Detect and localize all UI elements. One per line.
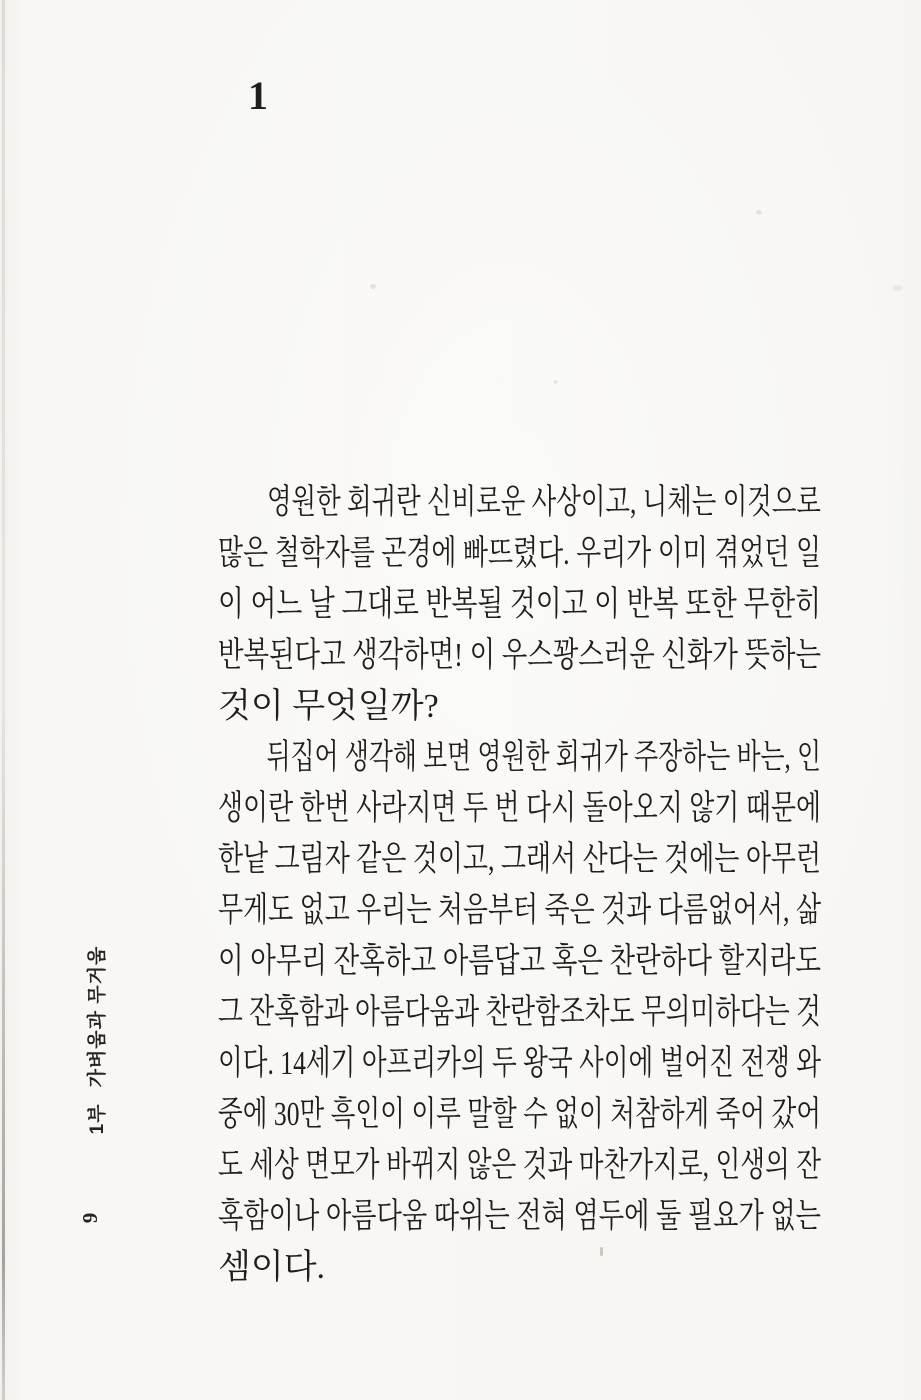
scan-speck bbox=[600, 1247, 603, 1256]
scan-speck bbox=[893, 285, 903, 291]
text-line: 것이 무엇일까? bbox=[218, 688, 439, 725]
scan-speck bbox=[553, 380, 558, 384]
page-number: 9 bbox=[78, 1212, 102, 1224]
text-line: 이 아무리 잔혹하고 아름답고 혹은 찬란하다 할지라도 bbox=[218, 943, 821, 980]
text-line: 영원한 회귀란 신비로운 사상이고, 니체는 이것으로 bbox=[266, 484, 822, 521]
text-line: 많은 철학자를 곤경에 빠뜨렸다. 우리가 이미 겪었던 일 bbox=[218, 535, 821, 572]
chapter-number: 1 bbox=[248, 73, 268, 118]
scan-speck bbox=[756, 210, 762, 215]
text-line: 뒤집어 생각해 보면 영원한 회귀가 주장하는 바는, 인 bbox=[266, 739, 822, 776]
text-line: 셈이다. bbox=[218, 1249, 326, 1286]
text-line: 한낱 그림자 같은 것이고, 그래서 산다는 것에는 아무런 bbox=[218, 841, 821, 878]
text-line: 도 세상 면모가 바뀌지 않은 것과 마찬가지로, 인생의 잔 bbox=[218, 1147, 821, 1184]
text-line: 혹함이나 아름다움 따위는 전혀 염두에 둘 필요가 없는 bbox=[218, 1198, 821, 1235]
text-line: 무게도 없고 우리는 처음부터 죽은 것과 다름없어서, 삶 bbox=[218, 892, 821, 929]
scan-speck bbox=[370, 284, 376, 289]
text-line: 이 어느 날 그대로 반복될 것이고 이 반복 또한 무한히 bbox=[218, 586, 821, 623]
text-line: 이다. 14세기 아프리카의 두 왕국 사이에 벌어진 전쟁 와 bbox=[218, 1045, 821, 1082]
part-title: 가벼움과 무거움 bbox=[86, 945, 108, 1088]
text-line: 반복된다고 생각하면! 이 우스꽝스러운 신화가 뜻하는 bbox=[218, 637, 821, 674]
body-text bbox=[218, 477, 821, 1293]
text-line: 그 잔혹함과 아름다움과 찬란함조차도 무의미하다는 것 bbox=[218, 994, 821, 1031]
scan-crease bbox=[2, 0, 5, 1400]
text-line: 생이란 한번 사라지면 두 번 다시 돌아오지 않기 때문에 bbox=[218, 790, 821, 827]
running-head bbox=[84, 945, 106, 1135]
text-line: 중에 30만 흑인이 이루 말할 수 없이 처참하게 죽어 갔어 bbox=[218, 1096, 821, 1133]
part-label: 1부 bbox=[86, 1103, 108, 1135]
